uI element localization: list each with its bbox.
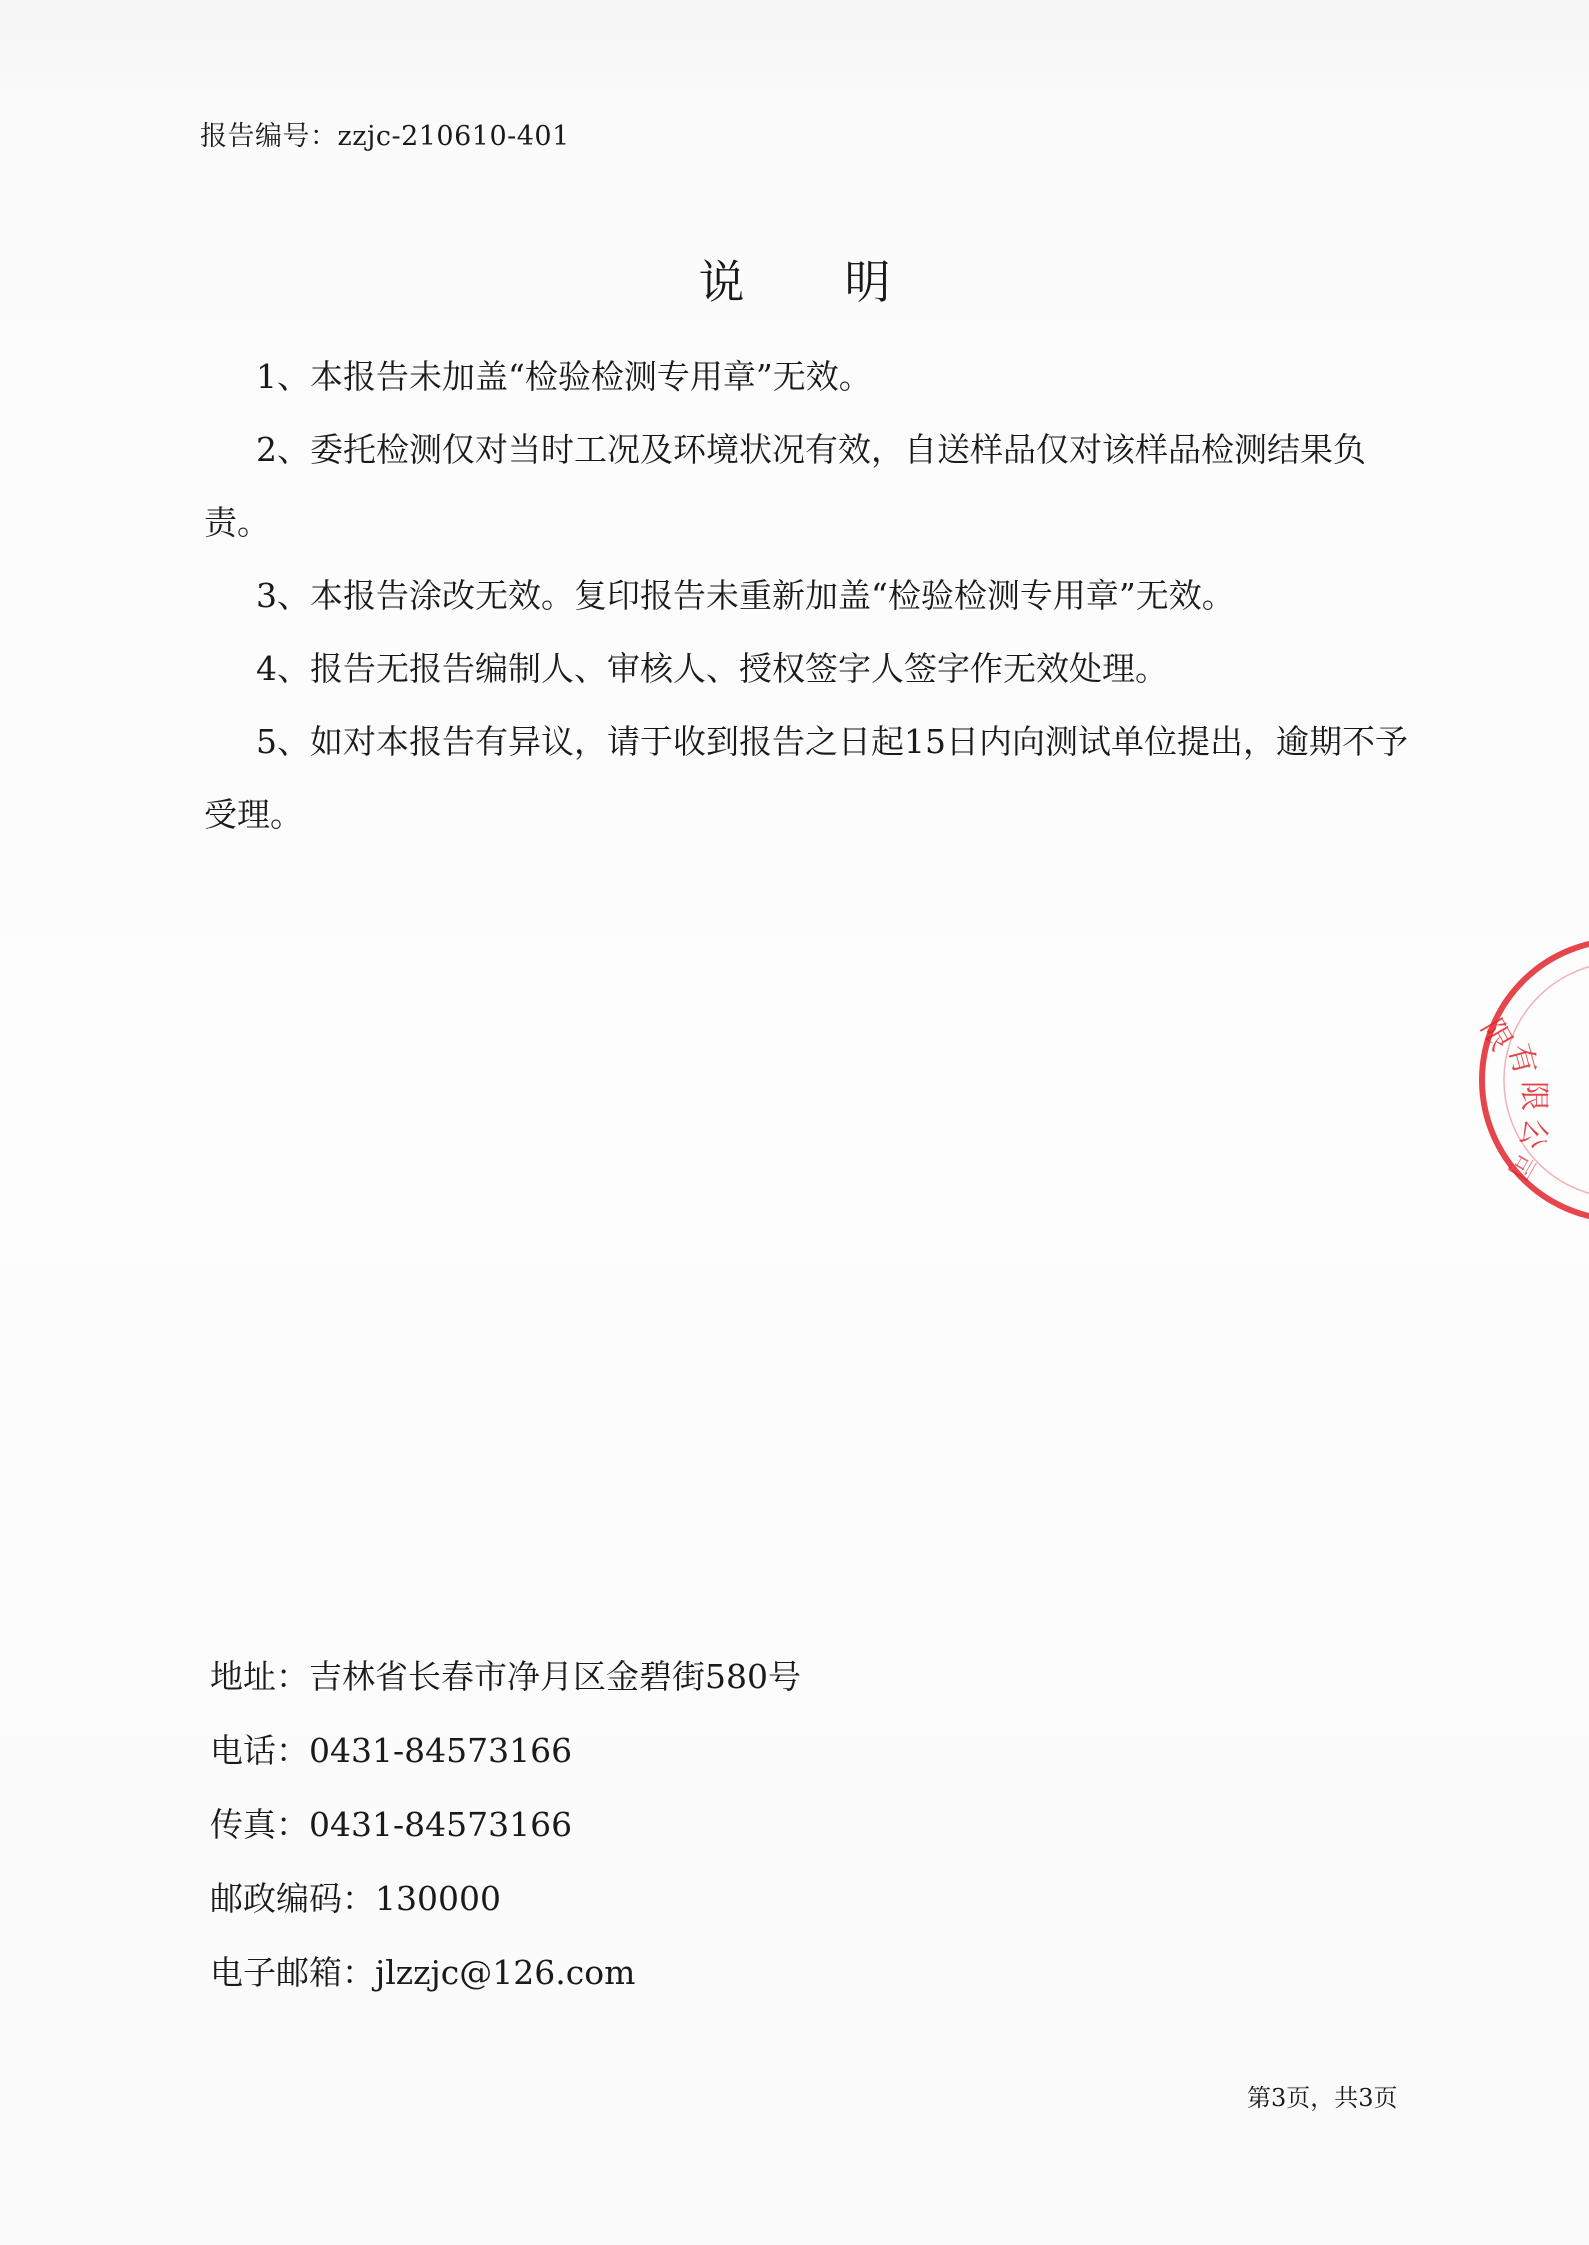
report-number-value: zzjc-210610-401: [337, 121, 570, 152]
notes-list: [204, 340, 1414, 851]
note-item-2: 2、委托检测仅对当时工况及环境状况有效，自送样品仅对该样品检测结果负责。: [204, 430, 1366, 542]
contact-fax: [210, 1788, 801, 1862]
note-item-1: 1、本报告未加盖“检验检测专用章”无效。: [256, 357, 872, 396]
address-label: 地址：: [210, 1657, 309, 1696]
email-value: jlzzjc@126.com: [375, 1953, 636, 1992]
report-number: [200, 114, 570, 153]
postcode-label: 邮政编码：: [210, 1879, 375, 1918]
address-value: 吉林省长春市净月区金碧街580号: [309, 1657, 801, 1696]
email-label: 电子邮箱：: [210, 1953, 375, 1992]
seal-graphic: [1472, 930, 1589, 1230]
fax-value: 0431-84573166: [309, 1805, 573, 1844]
seal-char-1: 限: [1473, 1013, 1519, 1057]
contact-info: [210, 1640, 801, 2010]
seal-char-2: 有: [1500, 1040, 1543, 1079]
company-seal-stamp: [1472, 930, 1589, 1230]
phone-label: 电话：: [210, 1731, 309, 1770]
contact-postcode: [210, 1862, 801, 1936]
seal-char-5: 司: [1501, 1147, 1541, 1185]
report-number-label: 报告编号：: [200, 121, 338, 152]
note-item-5: 5、如对本报告有异议，请于收到报告之日起15日内向测试单位提出，逾期不予受理。: [204, 722, 1408, 834]
note-item-3: 3、本报告涂改无效。复印报告未重新加盖“检验检测专用章”无效。: [256, 576, 1235, 615]
page-title: 说明: [698, 255, 991, 309]
note-item-4: 4、报告无报告编制人、审核人、授权签字人签字作无效处理。: [256, 649, 1168, 688]
contact-email: [210, 1936, 801, 2010]
fax-label: 传真：: [210, 1805, 309, 1844]
contact-phone: [210, 1714, 801, 1788]
page-indicator: 第3页，共3页: [1247, 2084, 1398, 2112]
contact-address: [210, 1640, 801, 1714]
seal-char-3: 限: [1516, 1081, 1551, 1111]
seal-char-4: 公: [1512, 1114, 1555, 1153]
postcode-value: 130000: [375, 1879, 501, 1918]
phone-value: 0431-84573166: [309, 1731, 573, 1770]
